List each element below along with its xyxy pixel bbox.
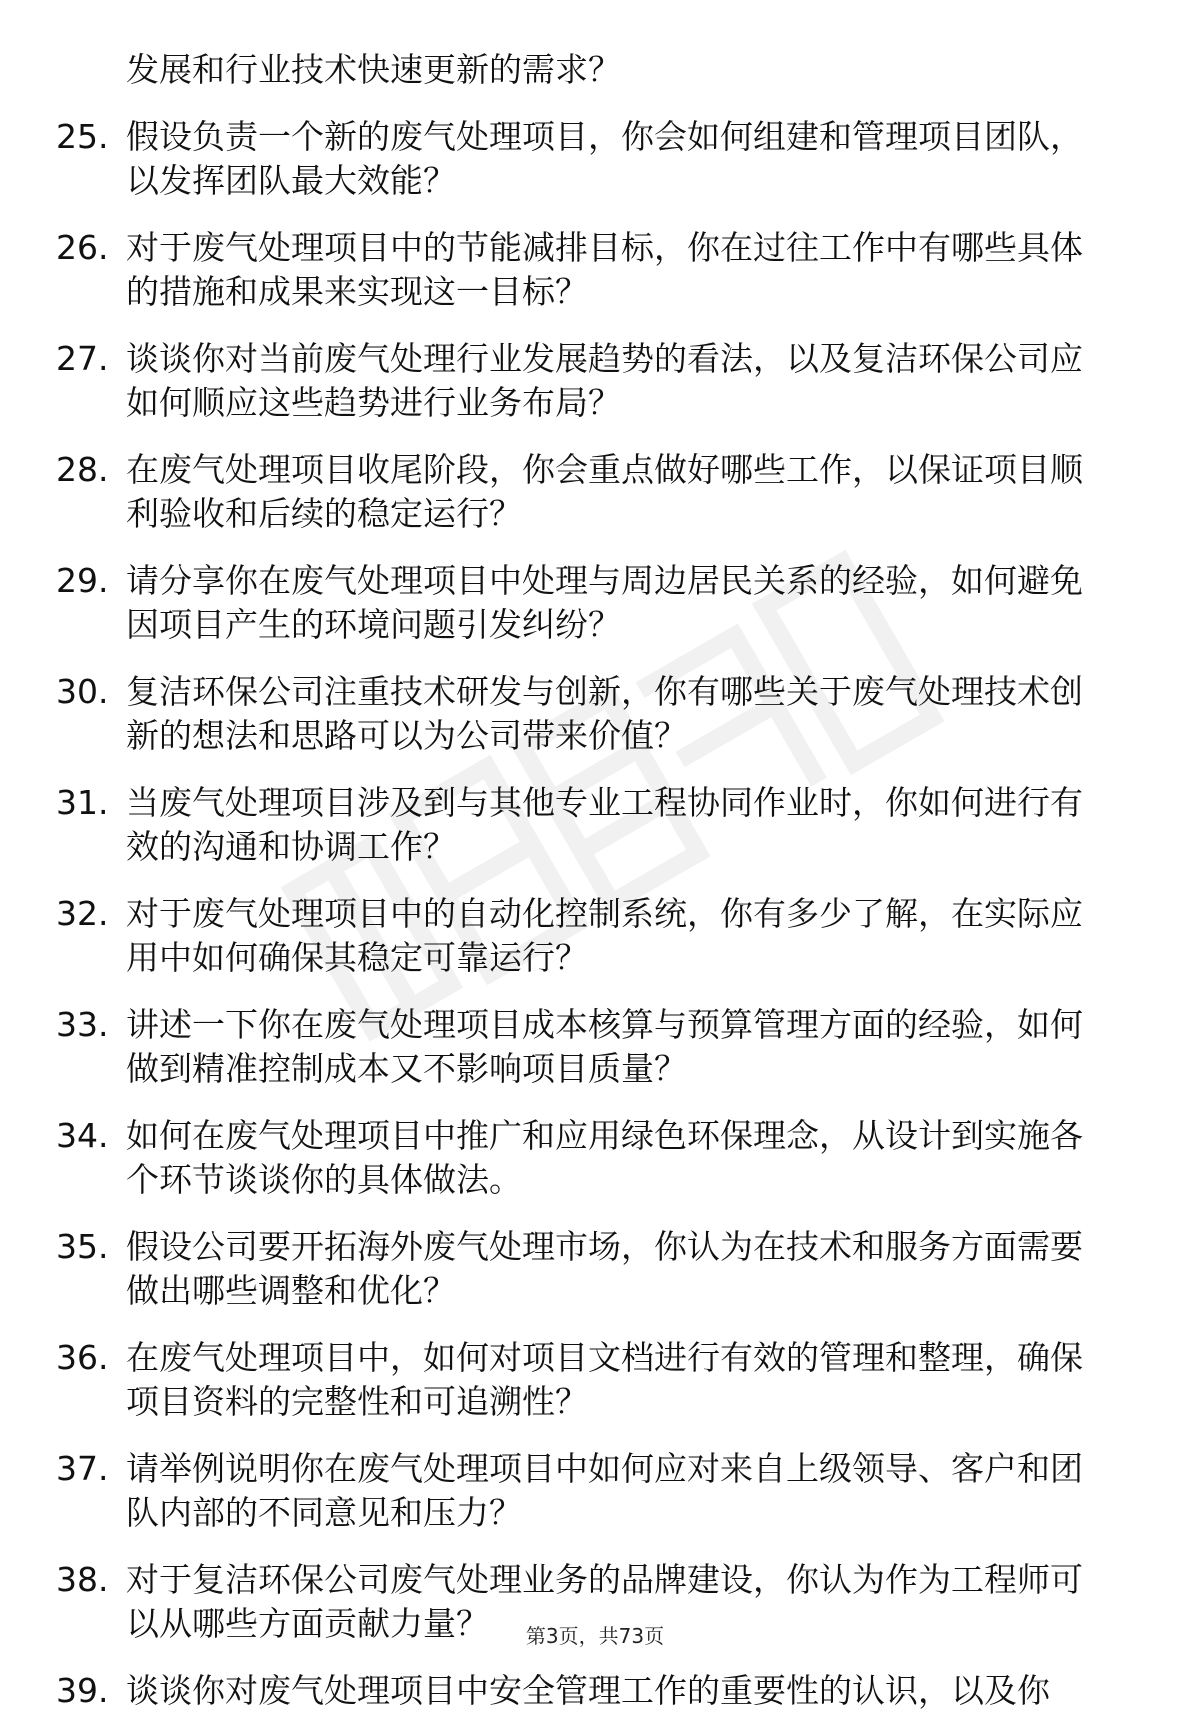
question-text: 如何在废气处理项目中推广和应用绿色环保理念，从设计到实施各个环节谈谈你的具体做法。	[126, 1116, 1083, 1199]
page-footer: 第3页，共73页	[525, 1624, 665, 1648]
question-text: 当废气处理项目涉及到与其他专业工程协同作业时，你如何进行有效的沟通和协调工作？	[126, 783, 1083, 866]
question-item	[56, 1447, 1136, 1535]
question-text: 请分享你在废气处理项目中处理与周边居民关系的经验，如何避免因项目产生的环境问题引发纠纷？	[126, 561, 1083, 644]
question-number: 28.	[56, 450, 109, 489]
question-text: 复洁环保公司注重技术研发与创新，你有哪些关于废气处理技术创新的想法和思路可以为公司带来价值？	[126, 672, 1083, 755]
question-text: 对于废气处理项目中的节能减排目标，你在过往工作中有哪些具体的措施和成果来实现这一目标？	[126, 228, 1083, 311]
question-number: 39.	[56, 1671, 109, 1710]
question-number: 37.	[56, 1449, 109, 1488]
question-item	[56, 670, 1136, 758]
question-text: 在废气处理项目中，如何对项目文档进行有效的管理和整理，确保项目资料的完整性和可追溯性？	[126, 1338, 1083, 1421]
question-item	[56, 559, 1136, 647]
question-number: 32.	[56, 894, 109, 933]
question-item	[56, 337, 1136, 425]
question-number: 36.	[56, 1338, 109, 1377]
question-item	[56, 1336, 1136, 1424]
question-number: 27.	[56, 339, 109, 378]
question-number: 31.	[56, 783, 109, 822]
question-text: 对于废气处理项目中的自动化控制系统，你有多少了解，在实际应用中如何确保其稳定可靠运行？	[126, 894, 1083, 977]
question-item	[56, 115, 1136, 203]
question-number: 35.	[56, 1227, 109, 1266]
question-text: 谈谈你对当前废气处理行业发展趋势的看法，以及复洁环保公司应如何顺应这些趋势进行业务布局？	[126, 339, 1083, 422]
question-item	[56, 1003, 1136, 1091]
document-content	[56, 48, 1136, 1736]
question-list	[56, 115, 1136, 1713]
question-item	[56, 1114, 1136, 1202]
question-number: 33.	[56, 1005, 109, 1044]
question-text: 假设公司要开拓海外废气处理市场，你认为在技术和服务方面需要做出哪些调整和优化？	[126, 1227, 1083, 1310]
question-item	[56, 448, 1136, 536]
question-number: 26.	[56, 228, 109, 267]
question-item	[56, 892, 1136, 980]
question-number: 25.	[56, 117, 109, 156]
question-item	[56, 781, 1136, 869]
question-number: 30.	[56, 672, 109, 711]
question-number: 29.	[56, 561, 109, 600]
question-number: 38.	[56, 1560, 109, 1599]
question-text: 讲述一下你在废气处理项目成本核算与预算管理方面的经验，如何做到精准控制成本又不影响项目质量？	[126, 1005, 1083, 1088]
question-text: 请举例说明你在废气处理项目中如何应对来自上级领导、客户和团队内部的不同意见和压力？	[126, 1449, 1083, 1532]
question-text: 对于复洁环保公司废气处理业务的品牌建设，你认为作为工程师可以从哪些方面贡献力量？	[126, 1560, 1083, 1643]
question-text: 假设负责一个新的废气处理项目，你会如何组建和管理项目团队，以发挥团队最大效能？	[126, 117, 1083, 200]
question-item	[56, 1669, 1136, 1713]
question-item	[56, 1225, 1136, 1313]
continuation-text: 发展和行业技术快速更新的需求？	[126, 50, 621, 89]
question-number: 34.	[56, 1116, 109, 1155]
question-text: 谈谈你对废气处理项目中安全管理工作的重要性的认识，以及你	[126, 1671, 1050, 1710]
question-item	[56, 226, 1136, 314]
question-text: 在废气处理项目收尾阶段，你会重点做好哪些工作，以保证项目顺利验收和后续的稳定运行？	[126, 450, 1083, 533]
